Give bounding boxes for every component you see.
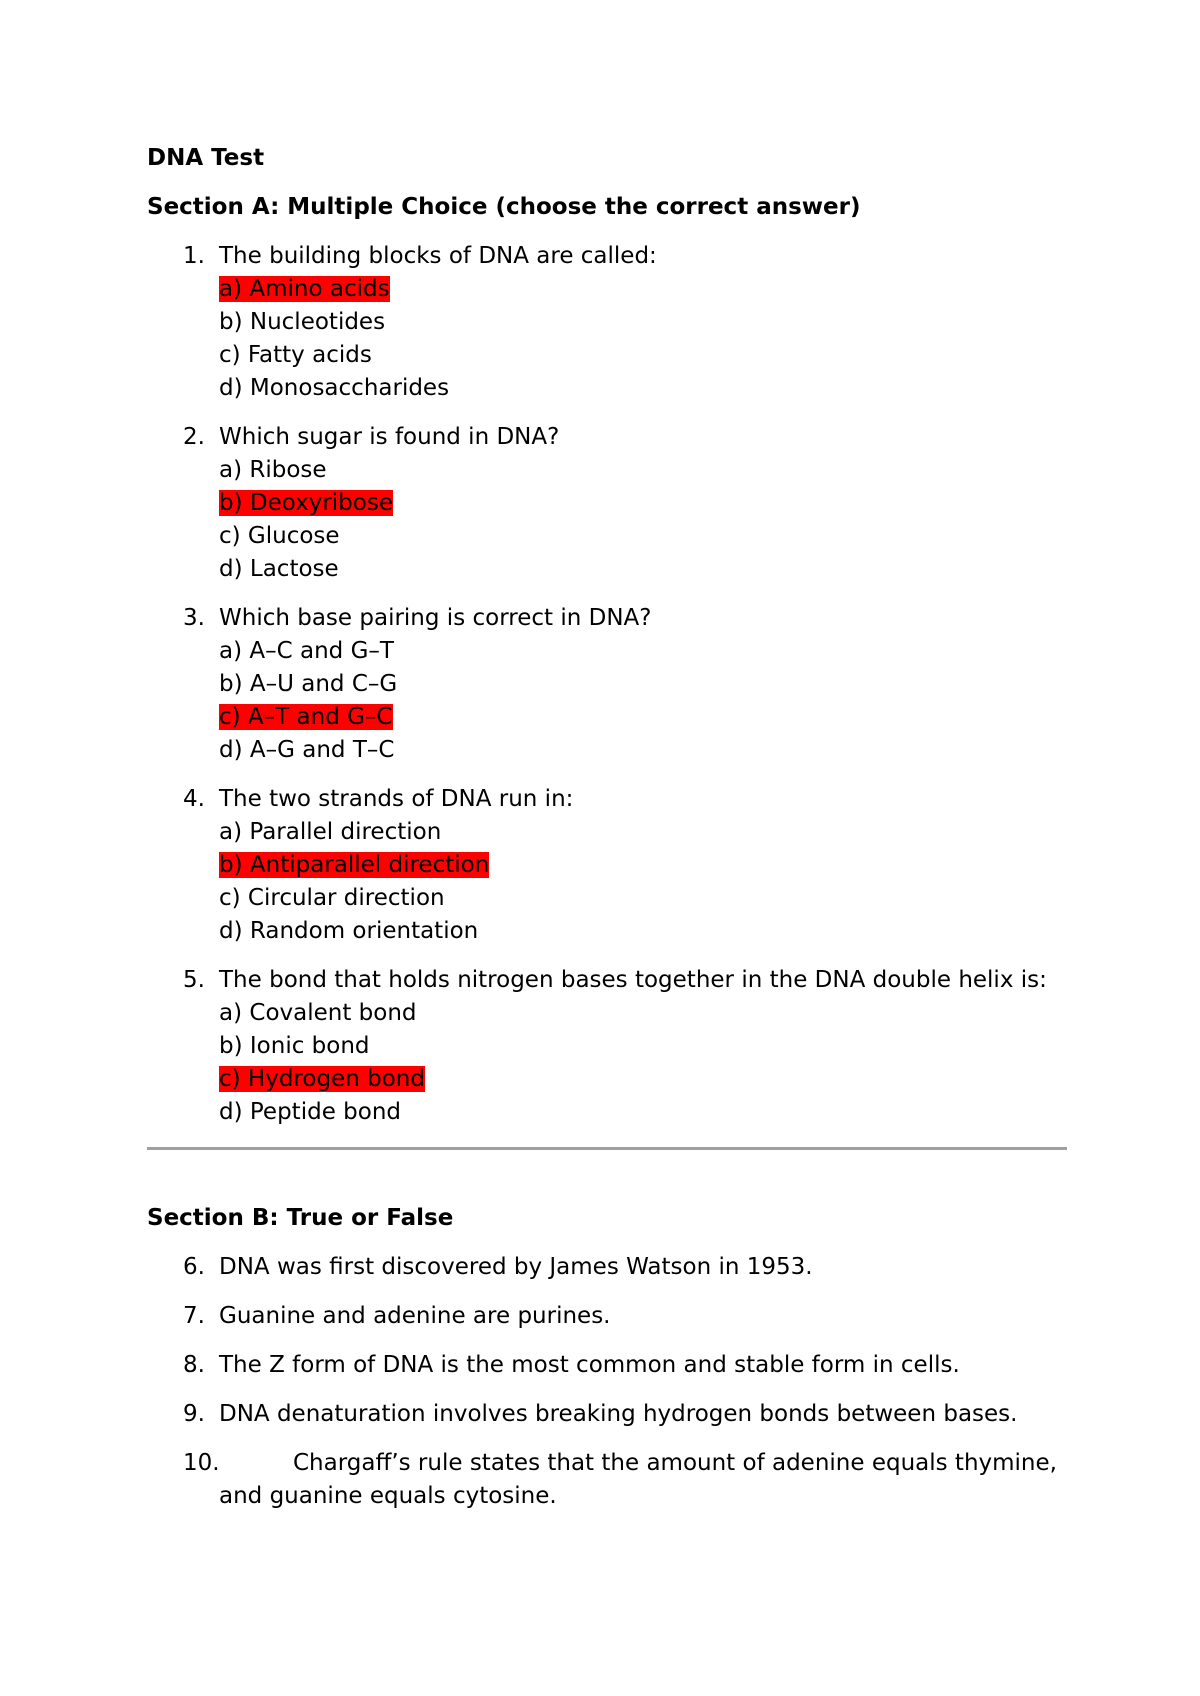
- section-b-statement-list: [147, 1251, 1067, 1513]
- option-a: [219, 273, 1067, 306]
- statement-number: 7.: [183, 1303, 205, 1329]
- option-label: d) Random orientation: [219, 918, 479, 944]
- question-text: The bond that holds nitrogen bases together in the DNA double helix is:: [219, 967, 1047, 993]
- option-label-highlighted: b) Antiparallel direction: [219, 852, 490, 878]
- statement-6: [147, 1251, 1067, 1284]
- option-c: [219, 1063, 1067, 1096]
- statement-7: [147, 1300, 1067, 1333]
- option-d: [219, 915, 1067, 948]
- question-2: [147, 421, 1067, 586]
- option-label: d) Monosaccharides: [219, 375, 450, 401]
- statement-number: 6.: [183, 1254, 205, 1280]
- option-label: c) Glucose: [219, 523, 340, 549]
- option-a: [219, 454, 1067, 487]
- question-number: 4.: [183, 786, 205, 812]
- question-number: 2.: [183, 424, 205, 450]
- option-b: [219, 1030, 1067, 1063]
- section-a-question-list: [147, 240, 1067, 1129]
- question-text: Which base pairing is correct in DNA?: [219, 605, 652, 631]
- question-5: [147, 964, 1067, 1129]
- option-d: [219, 734, 1067, 767]
- option-label: c) Fatty acids: [219, 342, 372, 368]
- option-d: [219, 372, 1067, 405]
- statement-9: [147, 1398, 1067, 1431]
- option-c: [219, 701, 1067, 734]
- option-label: a) A–C and G–T: [219, 638, 394, 664]
- statement-number: 10.: [183, 1450, 220, 1476]
- statement-8: [147, 1349, 1067, 1382]
- option-d: [219, 1096, 1067, 1129]
- option-label: d) Peptide bond: [219, 1099, 402, 1125]
- statement-number: 9.: [183, 1401, 205, 1427]
- option-label: a) Covalent bond: [219, 1000, 417, 1026]
- statement-text: DNA was first discovered by James Watson in 1953.: [219, 1254, 813, 1280]
- question-text: The building blocks of DNA are called:: [219, 243, 657, 269]
- section-divider: [147, 1147, 1067, 1150]
- option-c: [219, 339, 1067, 372]
- question-text: Which sugar is found in DNA?: [219, 424, 560, 450]
- option-a: [219, 635, 1067, 668]
- question-1: [147, 240, 1067, 405]
- option-label-highlighted: c) Hydrogen bond: [219, 1066, 425, 1092]
- option-c: [219, 882, 1067, 915]
- option-d: [219, 553, 1067, 586]
- statement-number: 8.: [183, 1352, 205, 1378]
- option-a: [219, 997, 1067, 1030]
- option-label: b) A–U and C–G: [219, 671, 398, 697]
- option-b: [219, 306, 1067, 339]
- option-a: [219, 816, 1067, 849]
- section-b-heading: Section B: True or False: [147, 1205, 454, 1231]
- statement-text: Chargaff’s rule states that the amount of adenine equals thymine, and guanine equals cytosine.: [219, 1450, 1057, 1509]
- question-text: The two strands of DNA run in:: [219, 786, 574, 812]
- statement-text: DNA denaturation involves breaking hydrogen bonds between bases.: [219, 1401, 1018, 1427]
- option-label: c) Circular direction: [219, 885, 445, 911]
- question-number: 1.: [183, 243, 205, 269]
- statement-text: Guanine and adenine are purines.: [219, 1303, 611, 1329]
- option-label: a) Ribose: [219, 457, 327, 483]
- option-label: d) A–G and T–C: [219, 737, 395, 763]
- question-4: [147, 783, 1067, 948]
- statement-10: [147, 1447, 1067, 1513]
- option-label: b) Nucleotides: [219, 309, 386, 335]
- section-a-heading: Section A: Multiple Choice (choose the correct answer): [147, 194, 861, 220]
- option-label: d) Lactose: [219, 556, 339, 582]
- option-b: [219, 487, 1067, 520]
- document-page: [147, 142, 1067, 1529]
- question-number: 3.: [183, 605, 205, 631]
- question-number: 5.: [183, 967, 205, 993]
- option-label: a) Parallel direction: [219, 819, 442, 845]
- option-label-highlighted: a) Amino acids: [219, 276, 390, 302]
- question-3: [147, 602, 1067, 767]
- option-label: b) Ionic bond: [219, 1033, 370, 1059]
- statement-text: The Z form of DNA is the most common and stable form in cells.: [219, 1352, 960, 1378]
- option-label-highlighted: b) Deoxyribose: [219, 490, 393, 516]
- document-title: DNA Test: [147, 145, 265, 171]
- option-c: [219, 520, 1067, 553]
- option-b: [219, 849, 1067, 882]
- option-b: [219, 668, 1067, 701]
- option-label-highlighted: c) A–T and G–C: [219, 704, 393, 730]
